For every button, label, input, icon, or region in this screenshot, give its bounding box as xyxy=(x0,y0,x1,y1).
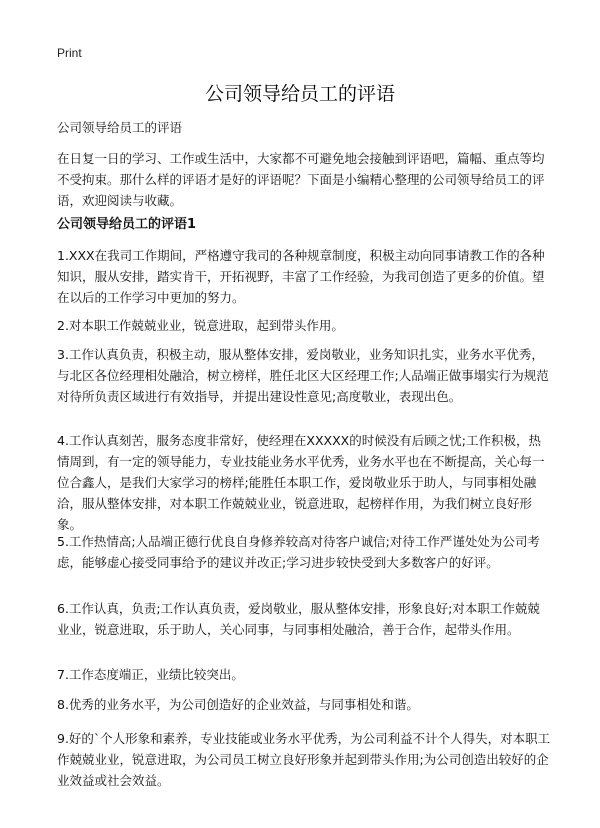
list-item: 2.对本职工作兢兢业业，锐意进取，起到带头作用。 xyxy=(57,318,344,333)
list-item: 1.XXX在我司工作期间，严格遵守我司的各种规章制度，积极主动向同事请教工作的各种知识，服从安排，踏实肯干，开拓视野，丰富了工作经验，为我司创造了更多的价值。望在以后的工作学习中更加的努力。 xyxy=(57,248,545,305)
list-item: 7.工作态度端正，业绩比较突出。 xyxy=(57,667,244,682)
document-subtitle: 公司领导给员工的评语 xyxy=(57,120,183,135)
list-item: 8.优秀的业务水平，为公司创造好的企业效益，与同事相处和谐。 xyxy=(57,697,419,712)
list-item: 9.好的`个人形象和素养，专业技能或业务水平优秀，为公司利益不计个人得失，对本职工作兢兢业业，锐意进取，为公司员工树立良好形象并起到带头作用;为公司创造出较好的企业效益或社会效益。 xyxy=(57,731,551,788)
list-item: 4.工作认真刻苦，服务态度非常好，使经理在XXXXX的时候没有后顾之忧;工作积极，热情周到，有一定的领导能力，专业技能业务水平优秀，业务水平也在不断提高，关心每一位合鑫人，是我们大家学习的榜样;能胜任本职工作，爱岗敬业乐于助人，与同事相处融洽，服从整体安排，对本职工作兢兢业业，锐意进取，起榜样作用，为我们树立良好形象。 xyxy=(57,433,545,532)
list-item: 5.工作热情高;人品端正德行优良自身修养较高对待客户诚信;对待工作严谨处处为公司考虑，能够虚心接受同事给予的建议并改正;学习进步较快受到大多数客户的好评。 xyxy=(57,534,540,570)
print-link[interactable]: Print xyxy=(57,46,82,60)
list-item: 3.工作认真负责，积极主动，服从整体安排，爱岗敬业，业务知识扎实，业务水平优秀，与北区各位经理相处融洽，树立榜样，胜任北区大区经理工作;人品端正做事塌实行为规范对待所负责区域进行有效指导，并提出建设性意见;高度敬业，表现出色。 xyxy=(57,347,549,404)
list-item: 6.工作认真，负责;工作认真负责，爱岗敬业，服从整体安排，形象良好;对本职工作兢兢业业，锐意进取，乐于助人，关心同事，与同事相处融洽，善于合作，起带头作用。 xyxy=(57,601,540,637)
page-title: 公司领导给员工的评语 xyxy=(204,83,395,105)
intro-paragraph: 在日复一日的学习、工作或生活中，大家都不可避免地会接触到评语吧，篇幅、重点等均不受拘束。那什么样的评语才是好的评语呢？下面是小编精心整理的公司领导给员工的评语，欢迎阅读与收藏。 xyxy=(57,151,545,208)
section-heading: 公司领导给员工的评语1 xyxy=(57,217,197,232)
